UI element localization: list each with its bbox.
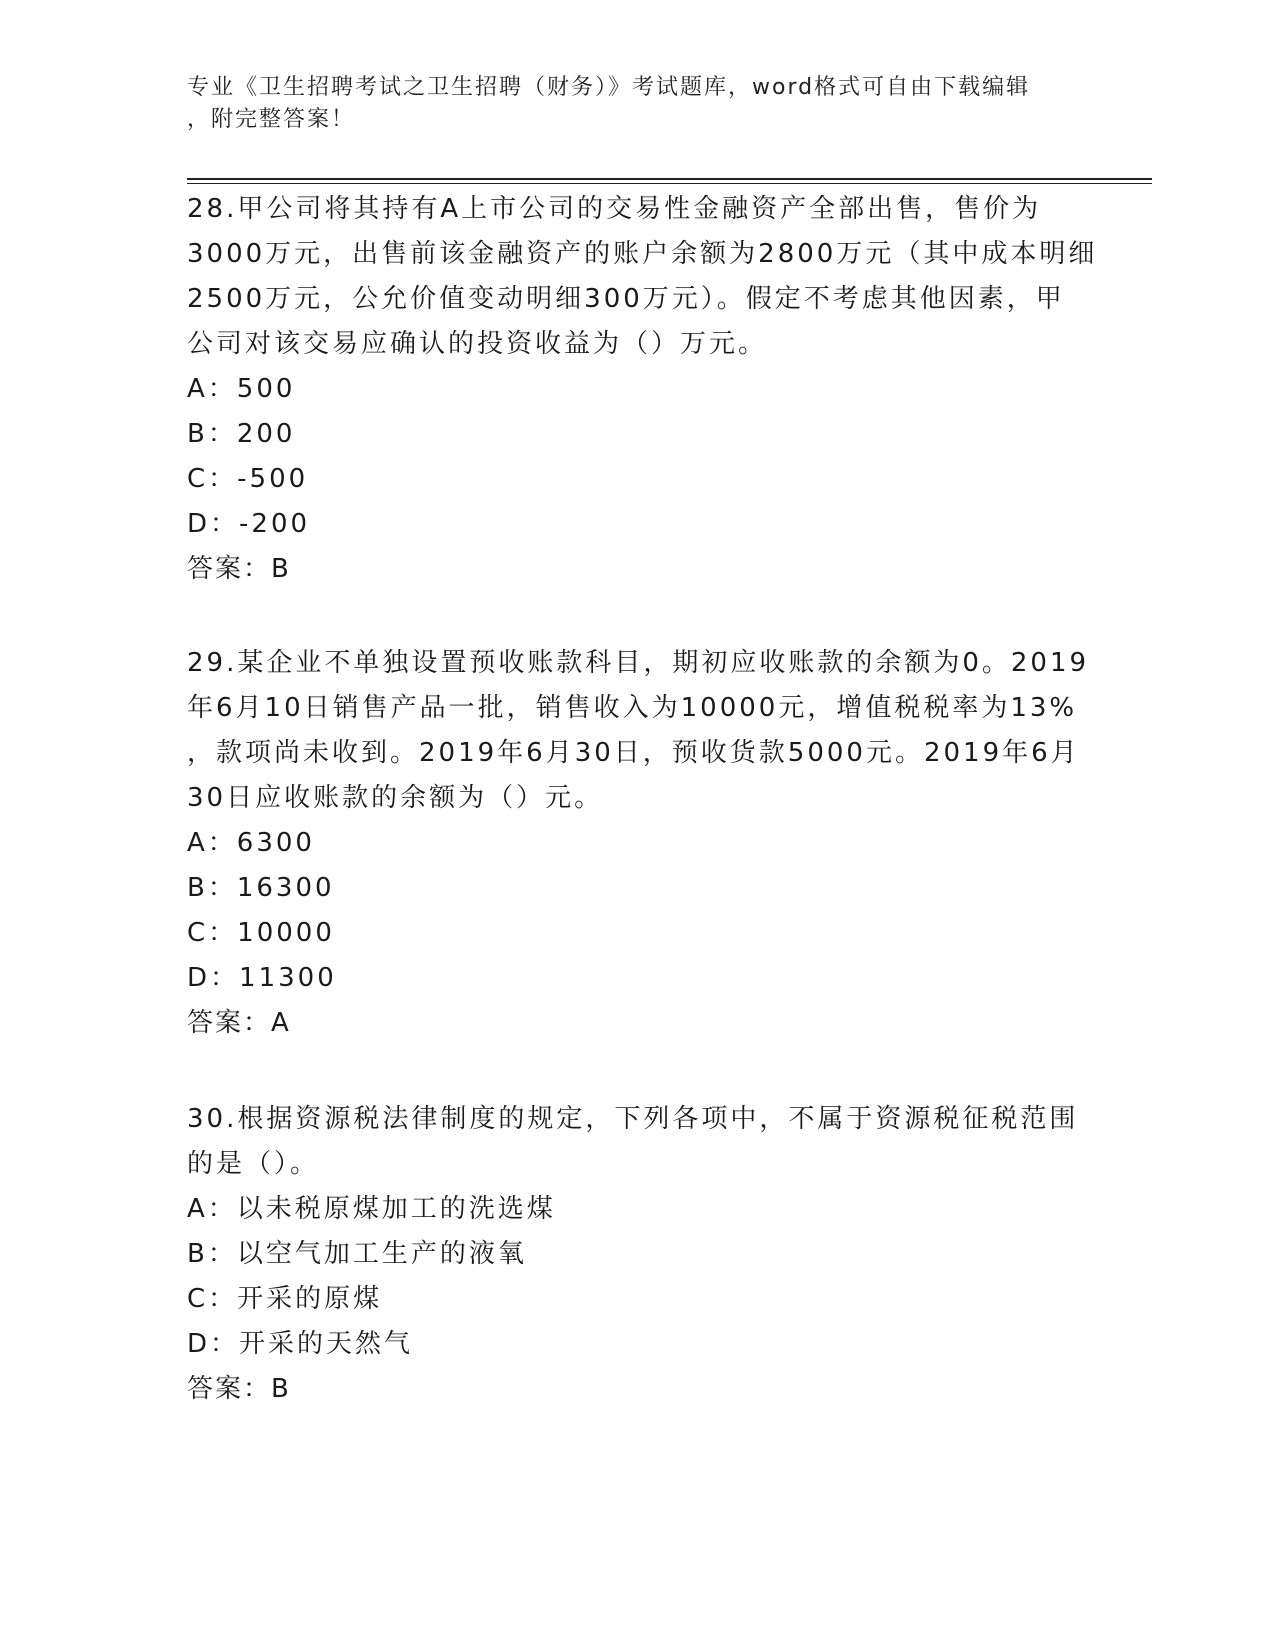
option-d: D：-200 bbox=[187, 509, 311, 539]
option-a: A：以未税原煤加工的洗选煤 bbox=[187, 1194, 556, 1224]
option-c: C：10000 bbox=[187, 918, 335, 948]
option-c: C：开采的原煤 bbox=[187, 1284, 383, 1314]
question-stem-line: 28.甲公司将其持有A上市公司的交易性金融资产全部出售，售价为 bbox=[187, 194, 1042, 224]
option-d: D：11300 bbox=[187, 963, 337, 993]
option-d: D：开采的天然气 bbox=[187, 1329, 414, 1359]
header-divider-thin bbox=[187, 183, 1152, 184]
answer-label: 答案：B bbox=[187, 1374, 291, 1404]
page-header bbox=[187, 72, 1087, 136]
question-30 bbox=[187, 1097, 1087, 1412]
option-a: A：6300 bbox=[187, 828, 315, 858]
option-c: C：-500 bbox=[187, 464, 309, 494]
question-stem-line: 年6月10日销售产品一批，销售收入为10000元，增值税税率为13% bbox=[187, 693, 1078, 723]
question-stem-line: 3000万元，出售前该金融资产的账户余额为2800万元（其中成本明细 bbox=[187, 239, 1098, 269]
answer-label: 答案：A bbox=[187, 1008, 291, 1038]
question-29 bbox=[187, 641, 1090, 1046]
question-stem-line: 的是（）。 bbox=[187, 1149, 320, 1179]
header-divider-thick bbox=[187, 178, 1152, 180]
answer-label: 答案：B bbox=[187, 554, 291, 584]
header-title-line-2: ，附完整答案！ bbox=[187, 107, 356, 132]
question-stem-line: 29.某企业不单独设置预收账款科目，期初应收账款的余额为0。2019 bbox=[187, 648, 1090, 678]
option-b: B：200 bbox=[187, 419, 296, 449]
header-title-line-1: 专业《卫生招聘考试之卫生招聘（财务）》考试题库，word格式可自由下载编辑 bbox=[187, 75, 1031, 100]
question-stem-line: 30日应收账款的余额为（）元。 bbox=[187, 783, 604, 813]
option-a: A：500 bbox=[187, 374, 296, 404]
question-stem-line: ，款项尚未收到。2019年6月30日，预收货款5000元。2019年6月 bbox=[187, 738, 1080, 768]
question-stem-line: 公司对该交易应确认的投资收益为（）万元。 bbox=[187, 329, 768, 359]
option-b: B：16300 bbox=[187, 873, 335, 903]
question-stem-line: 2500万元，公允价值变动明细300万元）。假定不考虑其他因素，甲 bbox=[187, 284, 1065, 314]
question-28 bbox=[187, 187, 1098, 592]
option-b: B：以空气加工生产的液氧 bbox=[187, 1239, 527, 1269]
question-stem-line: 30.根据资源税法律制度的规定，下列各项中，不属于资源税征税范围 bbox=[187, 1104, 1079, 1134]
